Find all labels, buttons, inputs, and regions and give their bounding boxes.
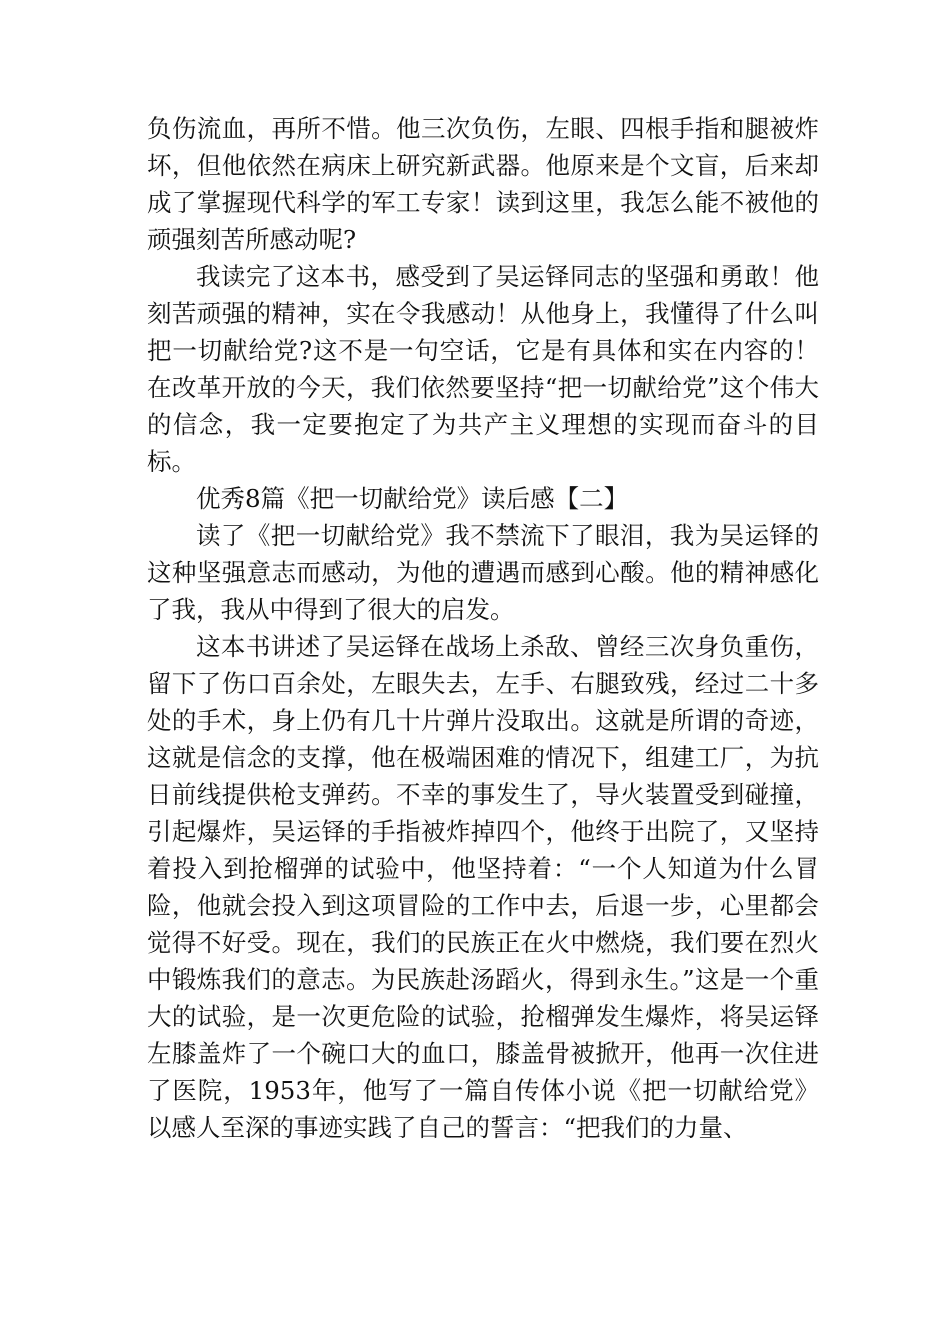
paragraph-intro: 读了《把一切献给党》我不禁流下了眼泪，我为吴运铎的这种坚强意志而感动，为他的遭遇而感到心酸。他的精神感化了我，我从中得到了很大的启发。	[147, 521, 819, 624]
paragraph-reflection: 我读完了这本书，感受到了吴运铎同志的坚强和勇敢！他刻苦顽强的精神，实在令我感动！从他身上，我懂得了什么叫把一切献给党?这不是一句空话，它是有具体和实在内容的！在改革开放的今天，我们依然要坚持“把一切献给党”这个伟大的信念，我一定要抱定了为共产主义理想的实现而奋斗的目标。	[147, 262, 819, 476]
paragraph-continuation: 负伤流血，再所不惜。他三次负伤，左眼、四根手指和腿被炸坏，但他依然在病床上研究新武器。他原来是个文盲，后来却成了掌握现代科学的军工专家！读到这里，我怎么能不被他的顽强刻苦所感动呢?	[147, 114, 819, 254]
paragraph-story: 这本书讲述了吴运铎在战场上杀敌、曾经三次身负重伤，留下了伤口百余处，左眼失去，左手、右腿致残，经过二十多处的手术，身上仍有几十片弹片没取出。这就是所谓的奇迹，这就是信念的支撑，他在极端困难的情况下，组建工厂，为抗日前线提供枪支弹药。不幸的事发生了，导火装置受到碰撞，引起爆炸，吴运铎的手指被炸掉四个，他终于出院了，又坚持着投入到抢榴弹的试验中，他坚持着：“一个人知道为什么冒险，他就会投入到这项冒险的工作中去，后退一步，心里都会觉得不好受。现在，我们的民族正在火中燃烧，我们要在烈火中锻炼我们的意志。为民族赴汤蹈火，得到永生。”这是一个重大的试验，是一次更危险的试验，抢榴弹发生爆炸，将吴运铎左膝盖炸了一个碗口大的血口，膝盖骨被掀开，他再一次住进了医院，1953年，他写了一篇自传体小说《把一切献给党》以感人至深的事迹实践了自己的誓言：“把我们的力量、	[147, 632, 819, 1142]
document-body	[147, 110, 819, 1146]
section-heading: 优秀8篇《把一切献给党》读后感【二】	[196, 484, 629, 513]
